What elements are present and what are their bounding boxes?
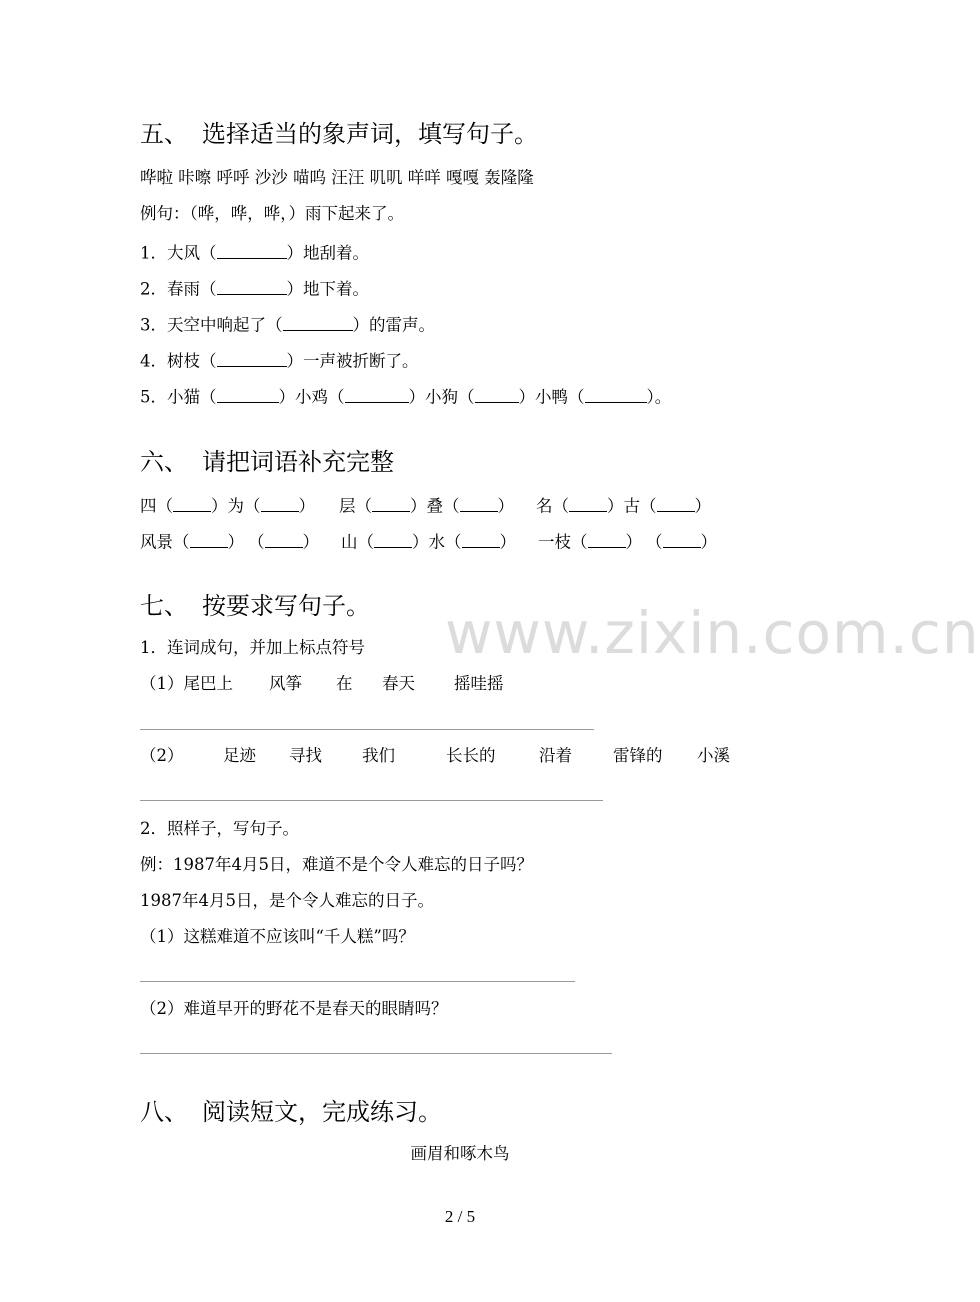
idiom-row-1 — [140, 495, 711, 515]
word-group-2-word: 沿着 — [539, 746, 572, 765]
example-question: 例：1987年4月5日，难道不是个令人难忘的日子吗？ — [140, 855, 533, 874]
section5-heading-number: 五、 — [140, 120, 188, 148]
answer-blank[interactable] — [261, 495, 299, 512]
rewrite-question-1: （1）这糕难道不应该叫“千人糕”吗？ — [140, 927, 415, 946]
word-group-2-word: 小溪 — [697, 746, 730, 765]
question-text: 2．春雨（ — [140, 279, 217, 299]
answer-blank[interactable] — [345, 386, 409, 403]
idiom-text: （ — [248, 532, 265, 552]
answer-blank[interactable] — [374, 531, 412, 548]
idiom-text: 山（ — [341, 532, 374, 552]
watermark: www.zixin.com.cn — [445, 599, 980, 667]
answer-blank[interactable] — [569, 495, 607, 512]
question-text: ）小鸡（ — [278, 387, 345, 407]
word-group-2-word: 雷锋的 — [613, 746, 663, 765]
answer-line[interactable] — [140, 729, 594, 730]
idiom-text: 一枝（ — [538, 532, 588, 552]
idiom-text: ）水（ — [412, 532, 462, 552]
section8-heading: 阅读短文，完成练习。 — [202, 1098, 442, 1126]
word-group-1-word: 摇哇摇 — [454, 674, 504, 693]
answer-blank[interactable] — [173, 495, 211, 512]
word-group-2-word: 足迹 — [223, 746, 256, 765]
idiom-text: ）为（ — [211, 496, 261, 516]
answer-blank[interactable] — [460, 495, 498, 512]
idiom-text: ） — [694, 496, 711, 516]
instruction-2: 2．照样子，写句子。 — [140, 819, 299, 838]
answer-blank[interactable] — [190, 531, 228, 548]
section7-heading-number: 七、 — [140, 592, 188, 620]
answer-blank[interactable] — [217, 350, 287, 367]
answer-blank[interactable] — [657, 495, 695, 512]
question-text: ）。 — [646, 387, 672, 407]
question-5 — [140, 386, 671, 406]
page-number: 2 / 5 — [444, 1207, 476, 1226]
answer-blank[interactable] — [585, 386, 647, 403]
idiom-text: 风景（ — [140, 532, 190, 552]
example-sentence: 例句：（哗，哗，哗，）雨下起来了。 — [140, 204, 404, 223]
idiom-text: ） — [499, 532, 516, 552]
answer-line[interactable] — [140, 800, 603, 801]
idiom-text: ）叠（ — [410, 496, 460, 516]
idiom-text: ）古（ — [607, 496, 657, 516]
example-answer: 1987年4月5日，是个令人难忘的日子。 — [140, 891, 434, 910]
answer-blank[interactable] — [265, 531, 303, 548]
answer-blank[interactable] — [217, 278, 287, 295]
answer-blank[interactable] — [588, 531, 626, 548]
idiom-text: 四（ — [140, 496, 173, 516]
question-text: ）地刮着。 — [286, 243, 369, 263]
word-group-2-word: 寻找 — [289, 746, 322, 765]
question-text: ）地下着。 — [286, 279, 369, 299]
question-text: ）一声被折断了。 — [286, 351, 419, 371]
rewrite-question-2: （2）难道早开的野花不是春天的眼睛吗？ — [140, 999, 448, 1018]
answer-blank[interactable] — [217, 386, 279, 403]
answer-line[interactable] — [140, 981, 575, 982]
question-text: 4．树枝（ — [140, 351, 217, 371]
idiom-row-2 — [140, 531, 717, 551]
passage-title: 画眉和啄木鸟 — [410, 1144, 510, 1163]
question-3 — [140, 314, 435, 334]
onomatopoeia-word-bank: 哗啦 咔嚓 呼呼 沙沙 喵呜 汪汪 叽叽 咩咩 嘎嘎 轰隆隆 — [140, 168, 534, 187]
answer-blank[interactable] — [475, 386, 519, 403]
word-group-2: （2） — [140, 746, 184, 765]
idiom-text: （ — [646, 532, 663, 552]
section6-heading-number: 六、 — [140, 448, 188, 476]
idiom-text: ） — [302, 532, 319, 552]
idiom-text: ） — [298, 496, 315, 516]
answer-line[interactable] — [140, 1053, 612, 1054]
section7-heading: 按要求写句子。 — [202, 592, 370, 620]
word-group-1-word: 在 — [336, 674, 353, 693]
idiom-text: ） — [227, 532, 244, 552]
word-group-1-word: 风筝 — [269, 674, 302, 693]
answer-blank[interactable] — [663, 531, 701, 548]
question-text: ）小狗（ — [408, 387, 475, 407]
question-text: 5．小猫（ — [140, 387, 217, 407]
idiom-text: ） — [700, 532, 717, 552]
word-group-1-word: 春天 — [382, 674, 415, 693]
answer-blank[interactable] — [372, 495, 410, 512]
answer-blank[interactable] — [462, 531, 500, 548]
question-text: 1．大风（ — [140, 243, 217, 263]
section5-heading: 选择适当的象声词，填写句子。 — [202, 120, 538, 148]
idiom-text: ） — [497, 496, 514, 516]
question-1 — [140, 242, 369, 262]
word-group-2-word: 长长的 — [446, 746, 496, 765]
idiom-text: 层（ — [339, 496, 372, 516]
instruction-1: 1．连词成句，并加上标点符号 — [140, 638, 365, 657]
section6-heading: 请把词语补充完整 — [202, 448, 394, 476]
question-text: ）小鸭（ — [518, 387, 585, 407]
word-group-1: （1）尾巴上 — [140, 674, 233, 693]
question-4 — [140, 350, 419, 370]
question-text: ）的雷声。 — [352, 315, 435, 335]
answer-blank[interactable] — [217, 242, 287, 259]
question-2 — [140, 278, 369, 298]
section8-heading-number: 八、 — [140, 1098, 188, 1126]
question-text: 3．天空中响起了（ — [140, 315, 283, 335]
idiom-text: ） — [625, 532, 642, 552]
answer-blank[interactable] — [283, 314, 353, 331]
idiom-text: 名（ — [536, 496, 569, 516]
word-group-2-word: 我们 — [362, 746, 395, 765]
